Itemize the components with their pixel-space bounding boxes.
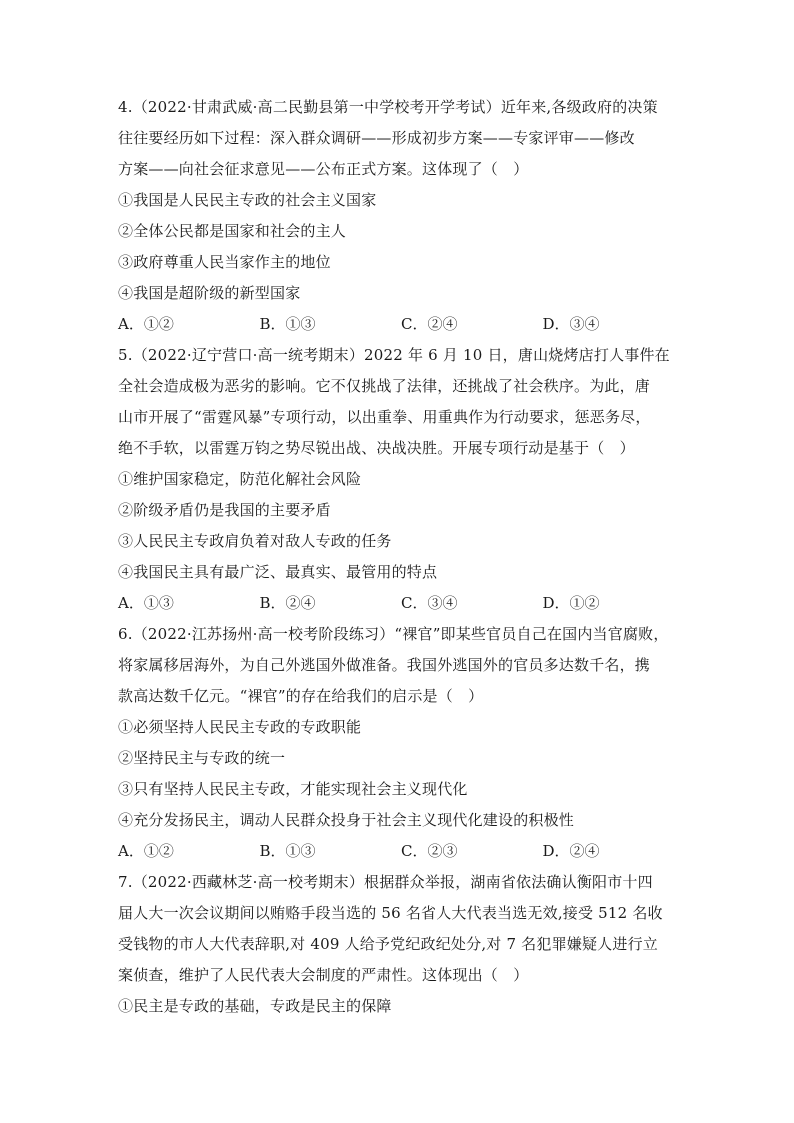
question-6-option-b[interactable]: B．①③ <box>259 842 316 860</box>
question-7-stem-line-4: 案侦查，维护了人民代表大会制度的严肃性。这体现出（ ） <box>118 966 529 984</box>
question-5-stem-line-1: 5.（2022·辽宁营口·高一统考期末）2022 年 6 月 10 日，唐山烧烤店打人事件在 <box>118 346 670 364</box>
question-5-item-4: ④我国民主具有最广泛、最真实、最管用的特点 <box>118 563 438 581</box>
question-4-stem-line-3: 方案——向社会征求意见——公布正式方案。这体现了（ ） <box>118 160 529 178</box>
question-4-options <box>118 309 684 340</box>
question-5-stem-line-3: 山市开展了“雷霆风暴”专项行动，以出重拳、用重典作为行动要求，惩恶务尽， <box>118 408 651 426</box>
question-4-stem-line-2: 往往要经历如下过程：深入群众调研——形成初步方案——专家评审——修改 <box>118 129 635 147</box>
question-6-stem-line-2: 将家属移居海外，为自己外逃国外做准备。我国外逃国外的官员多达数千名，携 <box>118 656 651 674</box>
question-4-stem-line-1: 4.（2022·甘肃武威·高二民勤县第一中学校考开学考试）近年来,各级政府的决策 <box>118 98 658 116</box>
question-4 <box>118 92 684 340</box>
question-5-option-d[interactable]: D．①② <box>542 594 600 612</box>
question-5-item-3: ③人民民主专政肩负着对敌人专政的任务 <box>118 532 392 550</box>
question-5-option-b[interactable]: B．②④ <box>259 594 316 612</box>
question-4-item-2: ②全体公民都是国家和社会的主人 <box>118 222 347 240</box>
question-4-option-a[interactable]: A．①② <box>118 315 174 333</box>
question-4-option-d[interactable]: D．③④ <box>542 315 600 333</box>
question-5-stem-line-4: 绝不手软，以雷霆万钧之势尽锐出战、决战决胜。开展专项行动是基于（ ） <box>118 439 635 457</box>
question-6-item-4: ④充分发扬民主，调动人民群众投身于社会主义现代化建设的积极性 <box>118 811 575 829</box>
question-5-option-a[interactable]: A．①③ <box>118 594 174 612</box>
question-7-stem-line-2: 届人大一次会议期间以贿赂手段当选的 56 名省人大代表当选无效,接受 512 名收 <box>118 904 663 922</box>
question-7-item-1: ①民主是专政的基础，专政是民主的保障 <box>118 997 392 1015</box>
question-5-options <box>118 588 684 619</box>
question-page <box>118 92 684 1022</box>
question-6-item-3: ③只有坚持人民民主专政，才能实现社会主义现代化 <box>118 780 468 798</box>
question-4-option-b[interactable]: B．①③ <box>259 315 316 333</box>
question-6-stem-line-3: 款高达数千亿元。“裸官”的存在给我们的启示是（ ） <box>118 687 484 705</box>
question-5 <box>118 340 684 619</box>
question-5-item-2: ②阶级矛盾仍是我国的主要矛盾 <box>118 501 331 519</box>
question-4-item-1: ①我国是人民民主专政的社会主义国家 <box>118 191 377 209</box>
question-6-stem-line-1: 6.（2022·江苏扬州·高一校考阶段练习）“裸官”即某些官员自己在国内当官腐败， <box>118 625 669 643</box>
question-5-item-1: ①维护国家稳定，防范化解社会风险 <box>118 470 362 488</box>
question-6-options <box>118 836 684 867</box>
question-7-stem-line-3: 受钱物的市人大代表辞职,对 409 人给予党纪政纪处分,对 7 名犯罪嫌疑人进行立 <box>118 935 658 953</box>
question-4-item-4: ④我国是超阶级的新型国家 <box>118 284 301 302</box>
question-6-option-a[interactable]: A．①② <box>118 842 174 860</box>
question-6 <box>118 619 684 867</box>
question-7 <box>118 867 684 1022</box>
question-5-stem-line-2: 全社会造成极为恶劣的影响。它不仅挑战了法律，还挑战了社会秩序。为此，唐 <box>118 377 651 395</box>
question-6-option-c[interactable]: C．②③ <box>401 842 458 860</box>
question-5-option-c[interactable]: C．③④ <box>401 594 458 612</box>
question-6-option-d[interactable]: D．②④ <box>542 842 600 860</box>
question-7-stem-line-1: 7.（2022·西藏林芝·高一校考期末）根据群众举报，湖南省依法确认衡阳市十四 <box>118 873 653 891</box>
question-6-item-1: ①必须坚持人民民主专政的专政职能 <box>118 718 362 736</box>
question-6-item-2: ②坚持民主与专政的统一 <box>118 749 286 767</box>
question-4-option-c[interactable]: C．②④ <box>401 315 458 333</box>
question-4-item-3: ③政府尊重人民当家作主的地位 <box>118 253 331 271</box>
